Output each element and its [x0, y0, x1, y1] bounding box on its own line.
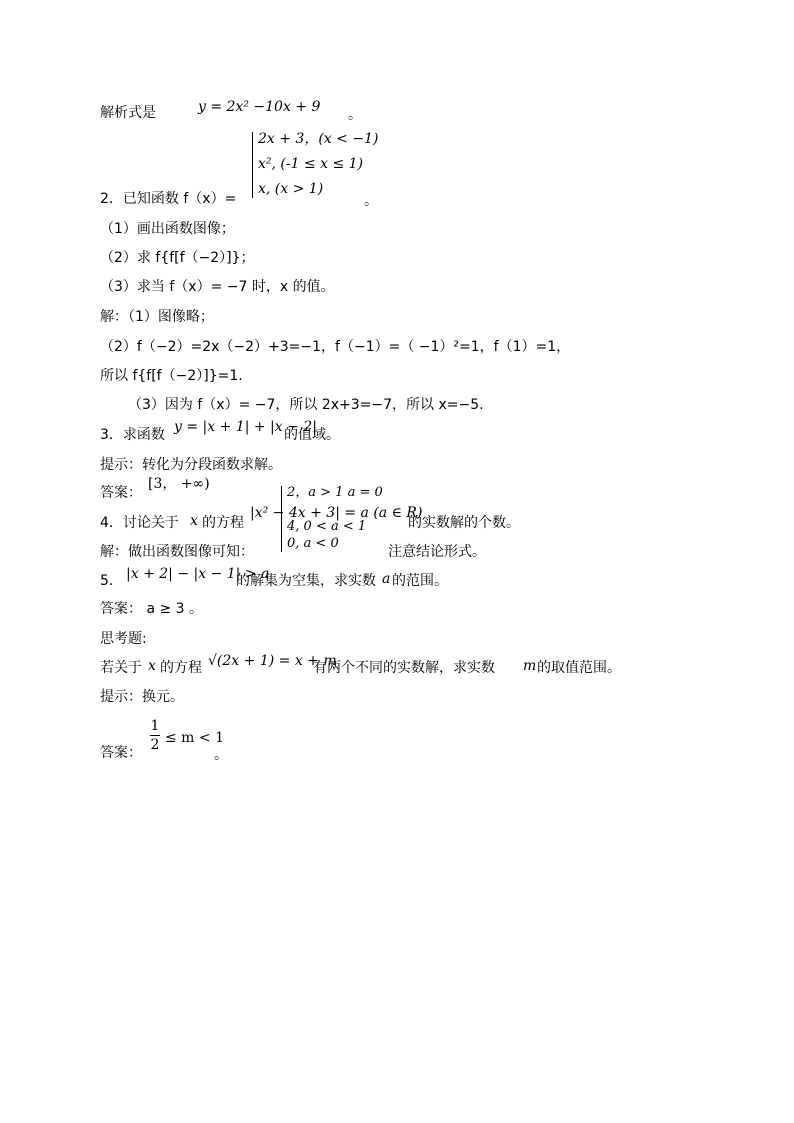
q5-formula: |x + 2| − |x − 1| > a: [126, 566, 270, 582]
q4-mid: 的方程: [202, 515, 244, 531]
q5-answer: 答案： a ≥ 3 。: [100, 601, 204, 617]
think-title: 思考题:: [100, 631, 147, 647]
q2-part3: （3）求当 f（x）= −7 时，x 的值。: [100, 279, 335, 295]
think-mid: 的方程: [160, 660, 202, 676]
q4-case-4: 0, a < 0: [287, 536, 339, 551]
think-mid2: 有两个不同的实数解，求实数: [313, 660, 495, 676]
q5-suffix2: 的范围。: [392, 573, 448, 589]
q2-part2: （2）求 f{f[f（−2）]}；: [100, 250, 255, 266]
think-formula: √(2x + 1) = x + m: [208, 653, 337, 669]
q2-case-3: x, (x > 1): [258, 181, 324, 197]
think-answer-fraction: [150, 718, 160, 753]
think-answer-label: 答案：: [100, 745, 142, 761]
q3-answer: [3， +∞): [148, 476, 210, 492]
sol2-s4: （3）因为 f（x）= −7，所以 2x+3=−7，所以 x=−5.: [128, 397, 484, 413]
q5-prefix: 5．: [100, 573, 123, 589]
fraction-bar: [150, 735, 160, 736]
sol2-s2: （2）f（−2）=2x（−2）+3=−1，f（−1）=（ −1）²=1，f（1）=1，: [100, 339, 571, 355]
line1-formula: y = 2x² −10x + 9: [198, 99, 321, 115]
q2-end: 。: [364, 193, 378, 209]
think-prefix: 若关于: [100, 660, 142, 676]
q2-case-2: x², (-1 ≤ x ≤ 1): [258, 156, 364, 172]
q4-solution-end: 注意结论形式。: [388, 544, 486, 560]
q2-label: 2．已知函数 f（x）=: [100, 191, 237, 207]
line1-end: 。: [348, 107, 362, 123]
q5-var: a: [382, 571, 391, 587]
q4-brace: [281, 486, 282, 552]
think-answer-end: 。: [214, 747, 228, 763]
q2-case-1: 2x + 3，(x < −1): [258, 131, 379, 147]
line1-label: 解析式是: [100, 105, 156, 121]
fraction-numerator: 1: [150, 718, 160, 734]
think-var2: m: [523, 658, 537, 674]
q5-suffix1: 的解集为空集，求实数: [236, 573, 376, 589]
think-answer-rest: ≤ m < 1: [165, 730, 224, 746]
q3-formula: y = |x + 1| + |x − 2|: [174, 419, 317, 435]
q4-var: x: [190, 513, 198, 529]
q4-case-1: 2，a > 1 a = 0: [287, 485, 383, 500]
sol2-s1: 解：（1）图像略；: [100, 309, 214, 325]
think-end: 的取值范围。: [537, 660, 621, 676]
q3-prefix: 3．求函数: [100, 427, 165, 443]
think-var: x: [148, 658, 156, 674]
q3-hint: 提示：转化为分段函数求解。: [100, 457, 282, 473]
q3-suffix: 的值域。: [284, 427, 340, 443]
q4-equation: |x² − 4x + 3| = a (a ∈ R): [250, 505, 423, 521]
q4-suffix: 的实数解的个数。: [408, 515, 520, 531]
sol2-s3: 所以 f{f[f（−2）]}=1.: [100, 368, 243, 384]
q2-part1: （1）画出函数图像；: [100, 221, 235, 237]
q4-solution: 解：做出函数图像可知：: [100, 544, 254, 560]
q4-case-3: 4, 0 < a < 1: [287, 519, 367, 534]
q2-brace: [252, 132, 253, 198]
q3-answer-label: 答案：: [100, 485, 142, 501]
q4-prefix: 4．讨论关于: [100, 515, 179, 531]
fraction-denominator: 2: [150, 737, 160, 753]
think-hint: 提示：换元。: [100, 689, 184, 705]
